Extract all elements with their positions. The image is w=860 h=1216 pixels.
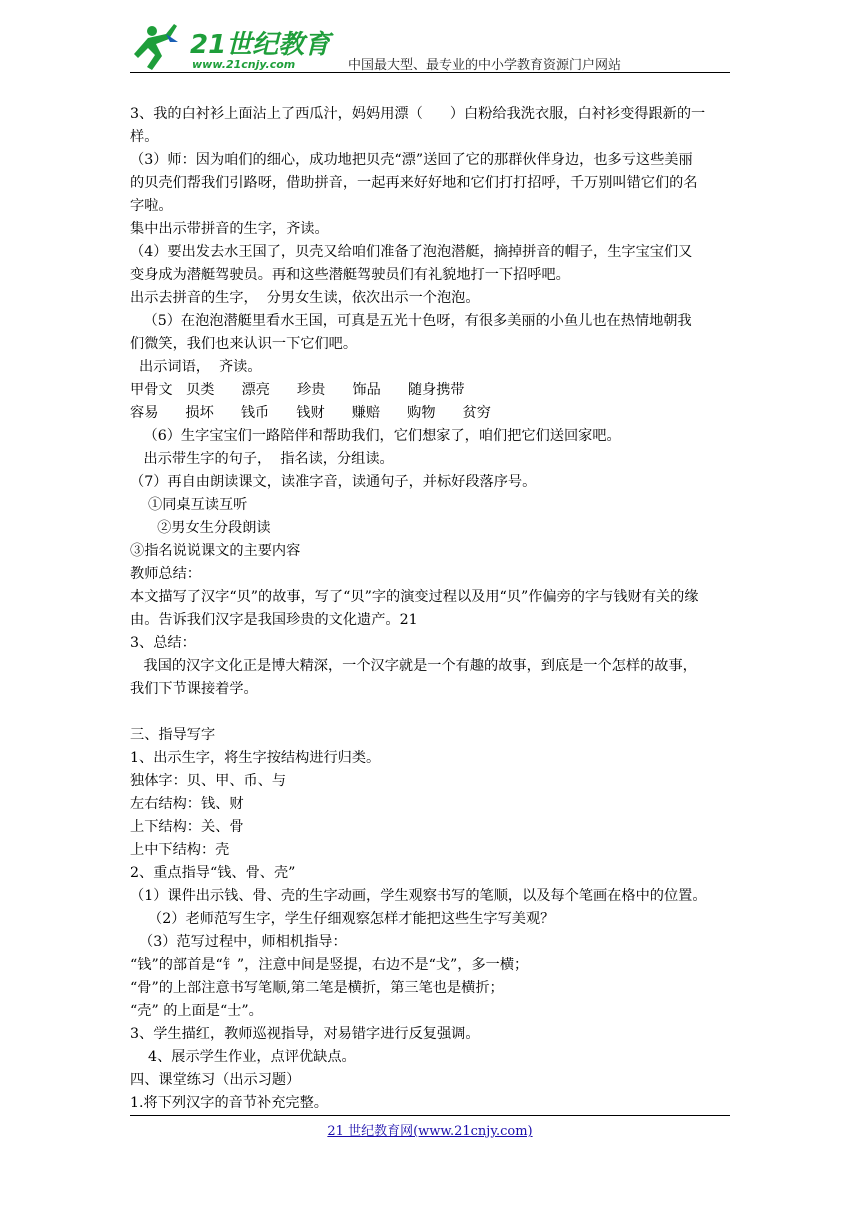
logo-title: 21世纪教育 <box>190 30 331 60</box>
text-line: 2、重点指导“钱、骨、壳” <box>130 865 296 881</box>
text-line: 教师总结： <box>130 566 201 582</box>
text-line: 独体字：贝、甲、币、与 <box>130 773 287 789</box>
text-line: 变身成为潜艇驾驶员。再和这些潜艇驾驶员们有礼貌地打一下招呼吧。 <box>130 267 570 283</box>
text-line: 上中下结构：壳 <box>130 842 230 858</box>
text-line: 由。告诉我们汉字是我国珍贵的文化遗产。21 <box>130 612 418 628</box>
text-line: （1）课件出示钱、骨、壳的生字动画，学生观察书写的笔顺，以及每个笔画在格中的位置。 <box>130 888 707 904</box>
text-line: 3、我的白衬衫上面沾上了西瓜汁，妈妈用漂（ ）白粉给我洗衣服，白衬衫变得跟新的一 <box>130 106 706 122</box>
document-body <box>130 103 732 1115</box>
text-line: （2）老师范写生字，学生仔细观察怎样才能把这些生字写美观？ <box>130 911 555 927</box>
text-line: 集中出示带拼音的生字，齐读。 <box>130 221 329 237</box>
text-line: 样。 <box>130 129 159 145</box>
text-line: “壳” 的上面是“士”。 <box>130 1003 263 1019</box>
text-line: 1.将下列汉字的音节补充完整。 <box>130 1095 328 1111</box>
text-line: “钱”的部首是“钅”，注意中间是竖提，右边不是“戈”，多一横； <box>130 957 529 973</box>
text-line: 3、总结： <box>130 635 196 651</box>
header-divider <box>130 72 730 73</box>
text-line: 本文描写了汉字“贝”的故事，写了“贝”字的演变过程以及用“贝”作偏旁的字与钱财有关的缘 <box>130 589 699 605</box>
text-line: ①同桌互读互听 <box>130 497 248 513</box>
text-line: 出示词语， 齐读。 <box>130 359 262 375</box>
text-line: （7）再自由朗读课文，读准字音，读通句子，并标好段落序号。 <box>130 474 537 490</box>
text-line: 我们下节课接着学。 <box>130 681 258 697</box>
text-line: （3）师：因为咱们的细心，成功地把贝壳“漂”送回了它的那群伙伴身边，也多亏这些美丽 <box>130 152 693 168</box>
text-line: 我国的汉字文化正是博大精深，一个汉字就是一个有趣的故事，到底是一个怎样的故事， <box>130 658 697 674</box>
text-line: 容易 损坏 钱币 钱财 赚赔 购物 贫穷 <box>130 405 491 421</box>
blank-line <box>130 701 732 724</box>
text-line: 四、课堂练习（出示习题） <box>130 1072 301 1088</box>
text-line: ③指名说说课文的主要内容 <box>130 543 301 559</box>
text-line: 甲骨文 贝类 漂亮 珍贵 饰品 随身携带 <box>130 382 465 398</box>
text-line: 1、出示生字，将生字按结构进行归类。 <box>130 750 381 766</box>
text-line: （6）生字宝宝们一路陪伴和帮助我们，它们想家了，咱们把它们送回家吧。 <box>130 428 621 444</box>
footer-link[interactable]: 21 世纪教育网(www.21cnjy.com) <box>327 1124 533 1139</box>
text-line: 左右结构：钱、财 <box>130 796 244 812</box>
text-line: 字啦。 <box>130 198 173 214</box>
text-line: （3）范写过程中，师相机指导： <box>130 934 347 950</box>
text-line: 们微笑，我们也来认识一下它们吧。 <box>130 336 358 352</box>
page-header <box>130 20 730 76</box>
logo-url: www.21cnjy.com <box>192 58 296 71</box>
text-line: 的贝壳们帮我们引路呀，借助拼音，一起再来好好地和它们打打招呼，千万别叫错它们的名 <box>130 175 698 191</box>
runner-icon <box>134 24 178 70</box>
text-line: 上下结构：关、骨 <box>130 819 244 835</box>
text-line: 三、指导写字 <box>130 727 216 743</box>
footer-divider <box>130 1115 730 1116</box>
text-line: 出示去拼音的生字， 分男女生读，依次出示一个泡泡。 <box>130 290 480 306</box>
text-line: 3、学生描红，教师巡视指导，对易错字进行反复强调。 <box>130 1026 480 1042</box>
text-line: ②男女生分段朗读 <box>130 520 271 536</box>
text-line: 出示带生字的句子， 指名读，分组读。 <box>130 451 394 467</box>
text-line: 4、展示学生作业，点评优缺点。 <box>130 1049 356 1065</box>
text-line: （5）在泡泡潜艇里看水王国，可真是五光十色呀，有很多美丽的小鱼儿也在热情地朝我 <box>130 313 692 329</box>
text-line: “骨”的上部注意书写笔顺,第二笔是横折，第三笔也是横折； <box>130 980 504 996</box>
text-line: （4）要出发去水王国了，贝壳又给咱们准备了泡泡潜艇，摘掉拼音的帽子，生字宝宝们又 <box>130 244 693 260</box>
site-tagline: 中国最大型、最专业的中小学教育资源门户网站 <box>348 58 622 73</box>
